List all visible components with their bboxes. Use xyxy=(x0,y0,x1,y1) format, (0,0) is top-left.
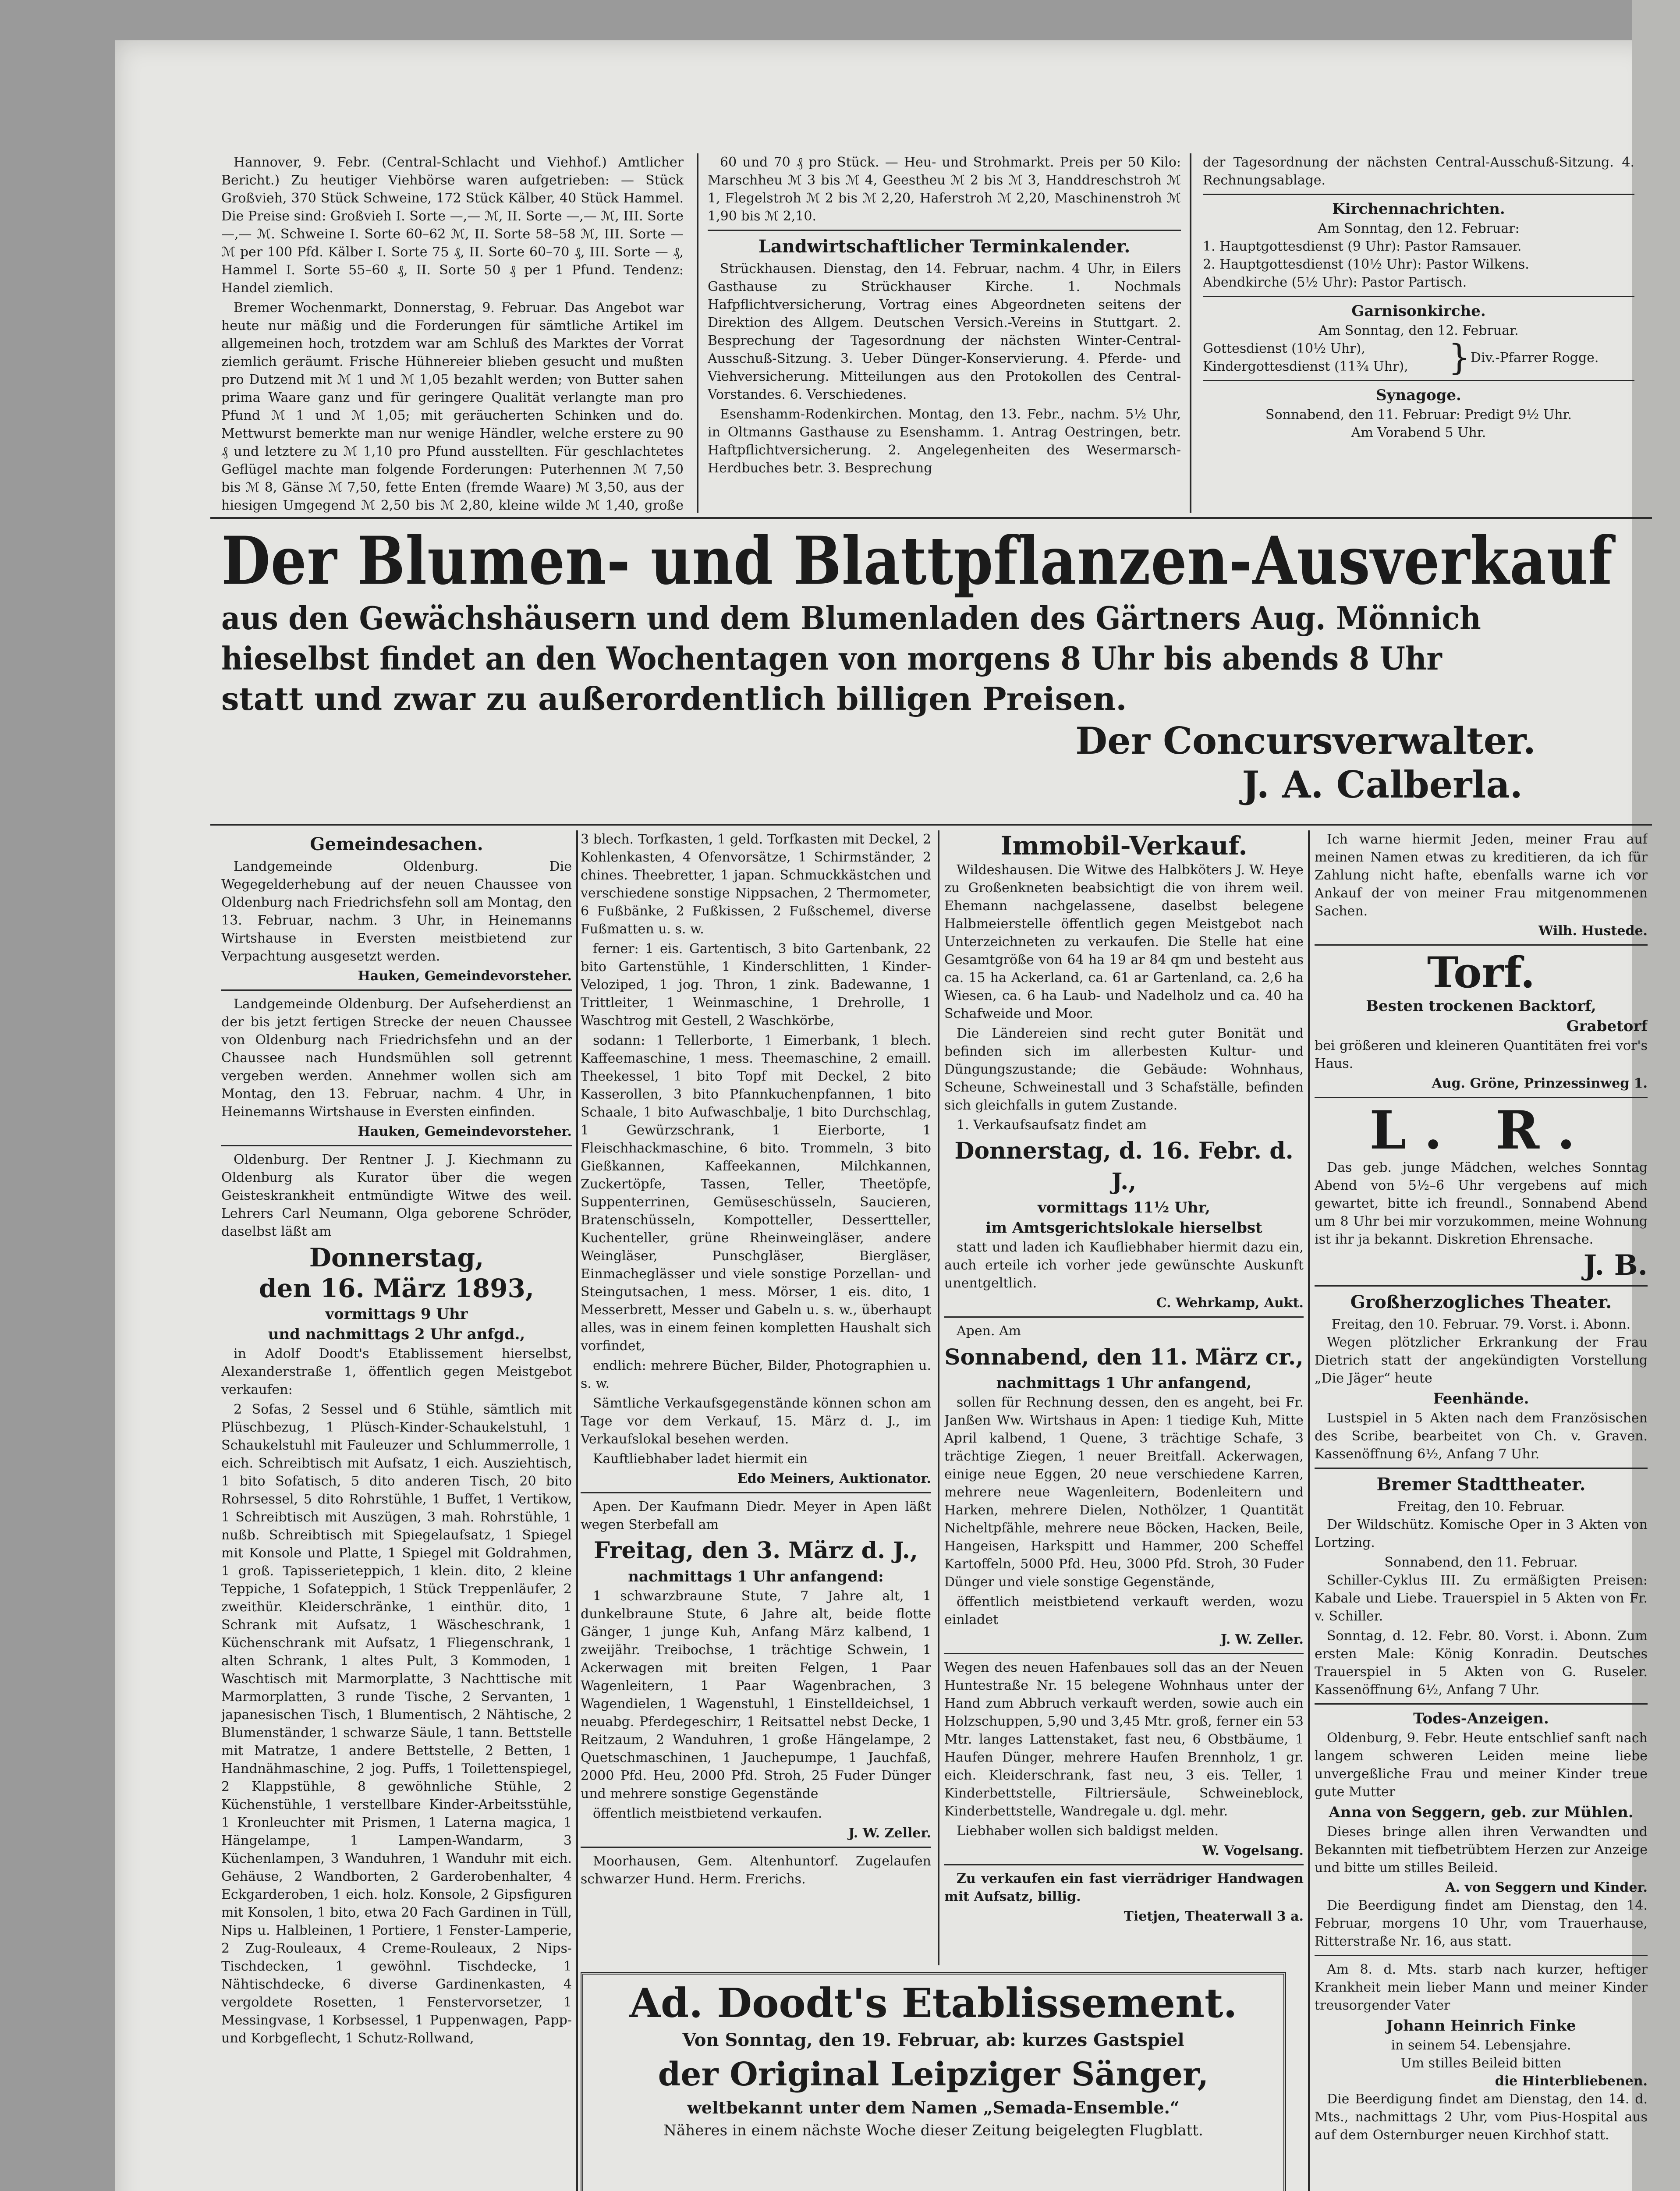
terminkalender-heading: Landwirtschaftlicher Terminkalender. xyxy=(758,236,1131,257)
kredit-warning: Ich warne hiermit Jeden, meiner Frau auf meinen Namen etwas zu kreditieren, da ich für Zahlung nicht hafte, ebenfalls warne ich vor Ankauf der von meiner Frau mitgenommenen Sachen. xyxy=(1315,832,1648,919)
theater-play: Feenhände. xyxy=(1433,1390,1529,1407)
stadttheater-play-3: Sonntag, d. 12. Febr. 80. Vorst. i. Abonn. Zum ersten Male: König Konradin. Deutsches Trauerspiel in 5 Akten von G. Ruseler. Kassenöffnung 6½, Anfang 7 Uhr. xyxy=(1315,1628,1648,1698)
torf-line-3: bei größeren und kleineren Quantitäten frei vor's Haus. xyxy=(1315,1038,1648,1071)
church-service-2: 2. Hauptgottesdienst (10½ Uhr): Pastor Wilkens. xyxy=(1203,257,1529,272)
auction-items-cont-3: sodann: 1 Tellerborte, 1 Eimerbank, 1 blech. Kaffeemaschine, 1 mess. Theemaschine, 2 emaill. Theekessel, 1 bito Topf mit Deckel, 2 bito Kasserollen, 3 bito Pfannkuchenpfannen, 1 bito Schaale, 1 bito Aufwaschbalje, 1 bito Durchschlag, 1 Gewürzschrank, 1 Eierborte, 1 Fleischhackmaschine, 6 bito. Trommeln, 3 bito Gießkannen, Kaffeekannen, Milchkannen, Zuckertöpfe, Tassen, Teller, Theetöpfe, Suppenterrinen, Gemüseschüsseln, Saucieren, Bratenschüsseln, Kompotteller, Dessertteller, Kuchenteller, grüne Rheinweingläser, andere Weingläser, Punschgläser, Biergläser, Einmacheglässer und viele sonstige Porzellan- und Steingutsachen, 1 mess. Mörser, 1 eis. dito, 1 Messerbrett, Messer und Gabeln u. s. w., überhaupt alles, was in einem feinen kompletten Haushalt sich vorfindet, xyxy=(581,1033,931,1354)
todes-2-signature: die Hinterbliebenen. xyxy=(1495,2074,1648,2089)
column-rule xyxy=(1308,830,1310,2191)
todes-2-request: Um stilles Beileid bitten xyxy=(1400,2056,1562,2071)
column-rule xyxy=(1190,153,1191,513)
garnison-service-1: Gottesdienst (10½ Uhr), xyxy=(1203,341,1365,356)
theater-change: Wegen plötzlicher Erkrankung der Frau Dietrich statt der angekündigten Vorstellung „Die Jäger“ heute xyxy=(1315,1335,1648,1386)
auction-invite: Kauftliebhaber ladet hiermit ein xyxy=(593,1451,808,1467)
bremen-report: Bremer Wochenmarkt, Donnerstag, 9. Februar. Das Angebot war heute nur mäßig und die Forderungen für sämtliche Artikel im allgemeinen hoch, trotzdem war am Schluß des Marktes der Vorrat ziemlich geräumt. Frische Hühnereier blieben gesucht und mußten pro Dutzend mit ℳ 1 und ℳ 1,05 bezahlt werden; von Butter sahen prima Waare ganz und für geringere Qualität verlangte man pro Pfund ℳ 1 und ℳ 1,05; mit geräucherten Schinken und do. Mettwurst bemerkte man nur wenige Händler, welche erstere zu 90 ₰ und letztere zu ℳ 1,10 pro Pfund ausstellten. Für geschlachtetes Geflügel machte man folgende Forderungen: Puterhennen ℳ 7,50 bis ℳ 8, Gänse ℳ 7,50, fette Enten (fremde Waare) ℳ 3,50, aus der hiesigen Umgegend ℳ 2,50 bis ℳ 2,80, kleine wilde ℳ 1,40, große xyxy=(221,300,684,513)
divider xyxy=(944,1316,1304,1318)
esenshamm-notice: Esenshamm-Rodenkirchen. Montag, den 13. Febr., nachm. 5½ Uhr, in Oltmanns Gasthause zu Esenshamm. 1. Antrag Oestringen, betr. Haftpflichtversicherung. 2. Angelegenheiten des Wesermarsch-Herdbuches betr. 3. Besprechung xyxy=(708,407,1181,476)
banner-signature-1: Der Concursverwalter. xyxy=(1075,719,1536,762)
banner-line-2: aus den Gewächshäusern und dem Blumenladen des Gärtners Aug. Mönnich xyxy=(221,599,1481,637)
auction-viewing: Sämtliche Verkaufsgegenstände können schon am Tage vor dem Verkauf, 15. März d. J., im Verkaufslokal besehen werden. xyxy=(581,1396,931,1447)
immobil-date: Donnerstag, d. 16. Febr. d. J., xyxy=(954,1138,1294,1195)
divider xyxy=(1203,296,1634,297)
divider xyxy=(1203,194,1634,195)
garnison-services xyxy=(1203,337,1634,378)
church-service-1: 1. Hauptgottesdienst (9 Uhr): Pastor Ramsauer. xyxy=(1203,239,1522,254)
auction-items-cont-2: ferner: 1 eis. Gartentisch, 3 bito Gartenbank, 22 bito Gartenstühle, 1 Kinderschlitten, 1 Kinder-Veloziped, 1 jog. Thron, 1 zink. Badewanne, 1 Trittleiter, 1 Weinmaschine, 1 Drehrolle, 1 Waschtrog mit Gestell, 2 Waschkörbe, xyxy=(581,941,931,1028)
divider xyxy=(1315,1955,1648,1956)
hafenbau-invite: Liebhaber wollen sich baldigst melden. xyxy=(957,1823,1219,1839)
stadttheater-date-2: Sonnabend, den 11. Februar. xyxy=(1384,1555,1578,1570)
column-rule xyxy=(697,153,698,513)
theater-details: Lustspiel in 5 Akten nach dem Französischen des Scribe, bearbeitet von Ch. v. Graven. Kassenöffnung 6½, Anfang 7 Uhr. xyxy=(1315,1411,1648,1462)
signature-hustede: Wilh. Hustede. xyxy=(1538,923,1648,939)
divider xyxy=(1203,380,1634,381)
divider xyxy=(1315,944,1648,946)
divider xyxy=(944,1653,1304,1654)
apen-date: Sonnabend, den 11. März cr., xyxy=(944,1344,1304,1370)
signature-wehrkamp: C. Wehrkamp, Aukt. xyxy=(1156,1295,1304,1311)
garnison-service-2: Kindergottesdienst (11¾ Uhr), xyxy=(1203,359,1408,374)
todes-1-text: Dieses bringe allen ihren Verwandten und Bekannten mit tiefbetrübtem Herzen zur Anzeige und bitte um stilles Beileid. xyxy=(1315,1824,1648,1875)
todes-2-funeral: Die Beerdigung findet am Dienstag, den 14. d. Mts., nachmittags 2 Uhr, vom Pius-Hospital aus auf dem Osternburger neuen Kirchhof statt. xyxy=(1315,2092,1648,2143)
divider xyxy=(1315,1468,1648,1469)
banner-title: Der Blumen- und Blattpflanzen-Ausverkauf xyxy=(221,524,1613,599)
signature-meiners: Edo Meiners, Auktionator. xyxy=(737,1471,931,1486)
garnisonkirche-heading: Garnisonkirche. xyxy=(1351,302,1486,320)
strueckhausen-notice: Strückhausen. Dienstag, den 14. Februar, nachm. 4 Uhr, in Eilers Gasthause zu Strückhauser Kirche. 1. Nochmals Hafpflichtversicherung, Vortrag eines Abgeordneten seitens der Direktion des Allgem. Deutschen Versich.-Vereins in Stuttgart. 2. Besprechung der Tagesordnung der nächsten Winter-Central-Ausschuß-Sitzung. 3. Ueber Dünger-Konservierung. 4. Pferde- und Viehversicherung. Mitteilungen aus den Protokollen des Central-Vorstandes. 6. Verschiedenes. xyxy=(708,261,1181,402)
wegegeld-notice: Landgemeinde Oldenburg. Die Wegegelderhebung auf der neuen Chaussee von Oldenburg nach Friedrichsfehn soll am Montag, den 13. Februar, nachm. 3 Uhr, in Heinemanns Wirtshause in Eversten meistbietend zur Verpachtung ausgesetzt werden. xyxy=(221,859,572,964)
immobil-column xyxy=(944,830,1304,1965)
brace: } xyxy=(1448,337,1471,378)
auction-time-2: und nachmittags 2 Uhr anfgd., xyxy=(268,1326,525,1343)
apen-invite: öffentlich meistbietend verkauft werden, wozu einladet xyxy=(944,1594,1304,1627)
apen-intro: Apen. Am xyxy=(957,1323,1021,1339)
auction-items: 2 Sofas, 2 Sessel und 6 Stühle, sämtlich mit Plüschbezug, 1 Plüsch-Kinder-Schaukelstuhl, 1 Schaukelstuhl mit Fauleuzer und Schlummerrolle, 1 eich. Schreibtisch mit Aufsatz, 1 eich. Ausziehtisch, 1 bito Sofatisch, 5 dito anderen Tisch, 20 bito Rohrsessel, 5 dito Rohrstühle, 1 Buffet, 1 Vertikow, 1 Schreibtisch mit Auszügen, 3 mah. Rohrstühle, 1 nußb. Schreibtisch mit Spiegelaufsatz, 1 Spiegel mit Konsole und Platte, 1 Spiegel mit Goldrahmen, 1 groß. Tapisserieteppich, 1 klein. dito, 2 kleine Teppiche, 1 Sofateppich, 1 Stück Treppenläufer, 2 zweithür. Kleiderschränke, 1 einthür. dito, 1 Schrank mit Aufsatz, 1 Wäscheschrank, 1 Küchenschrank mit Aufsatz, 1 Fliegenschrank, 1 alten Schrank, 1 altes Pult, 3 Kommoden, 1 Waschtisch mit Marmorplatte, 3 Nachttische mit Marmorplatten, 3 runde Tische, 2 Servanten, 1 japanesischen Tisch, 1 Blumentisch, 2 Nähtische, 2 Blumenständer, 1 schwarze Säule, 1 tann. Bettstelle mit Matratze, 1 andere Bettstelle, 2 Betten, 1 Handnähmaschine, 2 jog. Puffs, 1 Toilettenspiegel, 2 Klappstühle, 8 gewöhnliche Stühle, 2 Küchenstühle, 1 verstellbare Kinder-Arbeitsstühle, 1 Kronleuchter mit Prismen, 1 Laterna magica, 1 Hängelampe, 1 Lampen-Wandarm, 3 Küchenlampen, 3 Wanduhren, 1 Wanduhr mit eich. Gehäuse, 2 Wandborten, 2 Garderobenhalter, 4 Eckgarderoben, 1 eich. holz. Konsole, 2 Gipsfiguren mit Konsolen, 1 bito, etwa 20 Fach Gardinen in Tüll, Nips u. Halbleinen, 1 Portiere, 1 Fenster-Lamperie, 2 Zug-Rouleaux, 4 Creme-Rouleaux, 2 Nips-Tischdecken, 1 gewöhnl. Tischdecke, 1 Nähtischdecke, 6 diverse Gardinenkasten, 4 vergoldete Rosetten, 1 Fenstervorsetzer, 1 Messingvase, 1 Korbsessel, 1 Puppenwagen, Papp- und Korbgeflecht, 1 Schutz-Rollwand, xyxy=(221,1402,572,2046)
divider xyxy=(708,230,1181,231)
stadttheater-date-1: Freitag, den 10. Februar. xyxy=(1397,1499,1565,1514)
immobil-place: im Amtsgerichtslokale hierselbst xyxy=(985,1219,1262,1237)
auction-date: den 16. März 1893, xyxy=(259,1273,534,1303)
personal-ad-text: Das geb. junge Mädchen, welches Sonntag Abend von 5½–6 Uhr vergebens auf mich gewartet, bitte ich freundl., Sonnabend Abend um 8 Uhr bei mir vorzukommen, meine Wohnung ist ihr ja bekannt. Diskretion Ehrensache. xyxy=(1315,1160,1648,1247)
immobil-time: vormittags 11½ Uhr, xyxy=(1038,1199,1210,1216)
apen-time: nachmittags 1 Uhr anfangend, xyxy=(996,1374,1252,1392)
synagoge-heading: Synagoge. xyxy=(1376,386,1461,404)
church-service-3: Abendkirche (5½ Uhr): Pastor Partisch. xyxy=(1203,275,1467,290)
torf-line-2: Grabetorf xyxy=(1566,1018,1648,1035)
divider xyxy=(1315,1285,1648,1287)
banner-line-4: statt und zwar zu außerordentlich billigen Preisen. xyxy=(221,680,1127,717)
torf-line-1: Besten trockenen Backtorf, xyxy=(1366,997,1596,1015)
wildeshausen-notice: Wildeshausen. Die Witwe des Halbköters J. W. Heye zu Großenkneten beabsichtigt die von ihrem weil. Ehemann nachgelassene, daselbst belegene Halbmeierstelle öffentlich gegen Meistgebot nach Unterzeichneten zu verkaufen. Die Stelle hat eine Gesamtgröße von 64 ha 19 ar 84 qm und besteht aus ca. 15 ha Ackerland, ca. 61 ar Gartenland, ca. 2,6 ha Wiesen, ca. 6 ha Laub- und Nadelholz und ca. 40 ha Schafweide und Moor. xyxy=(944,862,1304,1021)
personal-ad-heading: L. R. xyxy=(1369,1099,1593,1161)
section-rule xyxy=(210,824,1652,826)
doodt-line-1: Von Sonntag, den 19. Februar, ab: kurzes Gastspiel xyxy=(682,2030,1184,2050)
auction-day: Donnerstag, xyxy=(309,1243,484,1273)
divider xyxy=(221,989,572,991)
signature-zeller: J. W. Zeller. xyxy=(1220,1632,1304,1647)
theater-date: Freitag, den 10. Februar. 79. Vorst. i. Abonn. xyxy=(1331,1317,1631,1332)
todes-1-funeral: Die Beerdigung findet am Dienstag, den 14. Februar, morgens 10 Uhr, vom Trauerhause, Ritterstraße Nr. 16, aus statt. xyxy=(1315,1898,1648,1949)
market-and-calendar xyxy=(708,153,1181,513)
todes-1-signature: A. von Seggern und Kinder. xyxy=(1445,1880,1648,1895)
gemeindesachen-column xyxy=(221,830,572,2191)
signature-hauken: Hauken, Gemeindevorsteher. xyxy=(358,968,572,984)
hannover-report: Hannover, 9. Febr. (Central-Schlacht und Viehhof.) Amtlicher Bericht.) Zu heutiger Viehbörse waren aufgetrieben: — Stück Großvieh, 370 Stück Schweine, 172 Stück Kälber, 40 Stück Hammel. Die Preise sind: Großvieh I. Sorte —,— ℳ, II. Sorte —,— ℳ, III. Sorte —,— ℳ. Schweine I. Sorte 60–62 ℳ, II. Sorte 58–58 ℳ, III. Sorte — ℳ per 100 Pfd. Kälber I. Sorte 75 ₰, II. Sorte 60–70 ₰, III. Sorte — ₰, Hammel I. Sorte 55–60 ₰, II. Sorte 50 ₰ per 1 Pfund. Tendenz: Handel ziemlich. xyxy=(221,155,684,296)
synagoge-line-2: Am Vorabend 5 Uhr. xyxy=(1351,425,1486,440)
banner-line-3: hieselbst findet an den Wochentagen von morgens 8 Uhr bis abends 8 Uhr xyxy=(221,640,1442,677)
gemeindesachen-heading: Gemeindesachen. xyxy=(310,834,483,854)
signature-jb: J. B. xyxy=(1583,1249,1648,1282)
auction-time-1: vormittags 9 Uhr xyxy=(325,1305,468,1323)
meyer-items: 1 schwarzbraune Stute, 7 Jahre alt, 1 dunkelbraune Stute, 6 Jahre alt, beide flotte Gänger, 1 junge Kuh, Anfang März kalbend, 1 zweijähr. Treibochse, 1 trächtige Schwein, 1 Ackerwagen mit breiten Felgen, 1 Paar Wagenleitern, 1 Paar Wagenbrachen, 3 Wagendielen, 1 Wagenstuhl, 1 Einstelldeichsel, 1 neuabg. Pferdegeschirr, 1 Reitsattel nebst Decke, 1 Reitzaum, 2 Wanduhren, 1 große Hängelampe, 2 Quetschmaschinen, 1 Jauchepumpe, 1 Jauchfaß, 2000 Pfd. Heu, 2000 Pfd. Stroh, 25 Fuder Dünger und mehrere sonstige Gegenstände xyxy=(581,1588,931,1801)
doodt-title: Ad. Doodt's Etablissement. xyxy=(629,1979,1237,2027)
synagoge-line-1: Sonnabend, den 11. Februar: Predigt 9½ Uhr. xyxy=(1265,407,1572,422)
signature-zeller: J. W. Zeller. xyxy=(848,1826,931,1841)
divider xyxy=(944,1864,1304,1865)
verkaufsaufsatz: 1. Verkaufsaufsatz findet am xyxy=(957,1117,1147,1133)
kirchennachrichten-heading: Kirchennachrichten. xyxy=(1332,200,1505,218)
auction-column-2 xyxy=(581,830,931,1965)
divider xyxy=(1315,1703,1648,1705)
section-rule xyxy=(210,517,1652,519)
auction-location: in Adolf Doodt's Etablissement hierselbst, Alexanderstraße 1, öffentlich gegen Meistgebot verkaufen: xyxy=(221,1346,572,1397)
apen-meyer-intro: Apen. Der Kaufmann Diedr. Meyer in Apen läßt wegen Sterbefall am xyxy=(581,1499,931,1532)
meyer-sale: öffentlich meistbietend verkaufen. xyxy=(593,1806,822,1821)
todes-2-age: in seinem 54. Lebensjahre. xyxy=(1391,2038,1571,2053)
doodt-advertisement xyxy=(581,1972,1286,2191)
todes-1-name: Anna von Seggern, geb. zur Mühlen. xyxy=(1329,1804,1634,1821)
banner-signature-2: J. A. Calberla. xyxy=(1242,763,1523,806)
torf-heading: Torf. xyxy=(1427,948,1535,997)
auction-items-cont-4: endlich: mehrere Bücher, Bilder, Photographien u. s. w. xyxy=(581,1358,931,1391)
heu-stroh-markt: 60 und 70 ₰ pro Stück. — Heu- und Strohmarkt. Preis per 50 Kilo: Marschheu ℳ 3 bis ℳ 4, Geestheu ℳ 2 bis ℳ 3, Handdreschstroh ℳ 1, Flegelstroh ℳ 2 bis ℳ 2,20, Haferstroh ℳ 2,20, Maschinenstroh ℳ 1,90 bis ℳ 2,10. xyxy=(708,155,1181,224)
apen-items: sollen für Rechnung dessen, den es angeht, bei Fr. Janßen Ww. Wirtshaus in Apen: 1 tiedige Kuh, Mitte April kalbend, 1 Quene, 3 trächtige Schafe, 3 trächtige Ziegen, 1 neuer Breitfall. Ackerwagen, einige neue Eggen, 20 neue verschiedene Karren, mehrere neue Wagenleitern, Bodenleitern und Harken, mehrere Dielen, Nothölzer, 1 Quantität Nicheltpfähle, mehrere neue Böcken, Hacken, Beile, Hangeisen, Harkspitt und Hammer, 200 Scheffel Kartoffeln, 5000 Pfd. Heu, 3000 Pfd. Stroh, 30 Fuder Dünger und viele sonstige Gegenstände, xyxy=(944,1395,1304,1590)
immobil-heading: Immobil-Verkauf. xyxy=(1000,831,1248,861)
doodt-line-4: Näheres in einem nächste Woche dieser Zeitung beigelegten Flugblatt. xyxy=(663,2122,1203,2139)
market-report xyxy=(221,153,684,513)
meyer-time: nachmittags 1 Uhr anfangend: xyxy=(628,1568,884,1585)
todes-heading: Todes-Anzeigen. xyxy=(1413,1710,1549,1727)
immobil-invite: statt und laden ich Kaufliebhaber hiermit dazu ein, auch erteile ich vorher jede gewünschte Auskunft unentgeltlich. xyxy=(944,1240,1304,1291)
garnison-pastor: Div.-Pfarrer Rogge. xyxy=(1470,350,1599,365)
signature-groene: Aug. Gröne, Prinzessinweg 1. xyxy=(1432,1076,1648,1091)
church-news xyxy=(1203,153,1634,513)
ausverkauf-banner xyxy=(221,524,1650,830)
church-date: Am Sonntag, den 12. Februar: xyxy=(1318,221,1520,236)
garnison-date: Am Sonntag, den 12. Februar. xyxy=(1318,323,1519,338)
auction-items-cont-1: 3 blech. Torfkasten, 1 geld. Torfkasten mit Deckel, 2 Kohlenkasten, 4 Ofenvorsätze, 1 Schirmständer, 2 chines. Theebretter, 1 japan. Schmuckkästchen und verschiedene sonstige Nippsachen, 2 Thermometer, 6 Fußbänke, 2 Fußkissen, 2 Fußschemel, diverse Fußmatten u. s. w. xyxy=(581,832,931,937)
doodt-line-3: weltbekannt unter dem Namen „Semada-Ensemble.“ xyxy=(687,2098,1180,2117)
divider xyxy=(1315,1097,1648,1098)
hafenbau-notice: Wegen des neuen Hafenbaues soll das an der Neuen Huntestraße Nr. 15 belegene Wohnhaus unter der Hand zum Abbruch verkauft werden, sowie auch ein Holzschuppen, 5,90 und 3,45 Mtr. groß, ferner ein 53 Mtr. langes Lattenstaket, fast neu, 6 Obstbäume, 1 Haufen Dünger, mehrere Haufen Brennholz, 1 gr. eich. Kleiderschrank, fast neu, 3 eis. Teller, 1 Kinderbettstelle, Filtriersäule, Schweineblock, Kinderbettstelle, Wandregale u. dgl. mehr. xyxy=(944,1660,1304,1819)
laendereien-notice: Die Ländereien sind recht guter Bonität und befinden sich im allerbesten Kultur- und Düngungszustande; die Gebäude: Wohnhaus, Scheune, Schweinestall und 3 Schafställe, befinden sich gleichfalls in gutem Zustande. xyxy=(944,1026,1304,1113)
column-rule xyxy=(576,830,578,2191)
theater-heading: Großherzogliches Theater. xyxy=(1350,1292,1612,1312)
signature-hauken: Hauken, Gemeindevorsteher. xyxy=(358,1124,572,1139)
notices-column xyxy=(1315,830,1648,2191)
signature-tietjen: Tietjen, Theaterwall 3 a. xyxy=(1124,1909,1304,1924)
aufseher-notice: Landgemeinde Oldenburg. Der Aufseherdienst an der bis jetzt fertigen Strecke der neuen Chaussee von Oldenburg nach Friedrichsfehn und an der Chaussee nach Hundsmühlen soll getrennt vergeben werden. Annehmer wollen sich am Montag, den 13. Februar, nachm. 4 Uhr, in Heinemanns Wirtshause in Eversten einfinden. xyxy=(221,996,572,1120)
stadttheater-play-1: Der Wildschütz. Komische Oper in 3 Akten von Lortzing. xyxy=(1315,1517,1648,1550)
divider xyxy=(221,1145,572,1146)
todes-2-intro: Am 8. d. Mts. starb nach kurzer, heftiger Krankheit mein lieber Mann und meiner Kinder treusorgender Vater xyxy=(1315,1962,1648,2013)
doodt-line-2: der Original Leipziger Sänger, xyxy=(658,2056,1209,2093)
meyer-date: Freitag, den 3. März d. J., xyxy=(594,1537,918,1564)
divider xyxy=(581,1847,931,1848)
moorhausen-dog: Moorhausen, Gem. Altenhuntorf. Zugelaufen schwarzer Hund. Herm. Frerichs. xyxy=(581,1854,931,1887)
handwagen-ad: Zu verkaufen ein fast vierrädriger Handwagen mit Aufsatz, billig. xyxy=(944,1871,1304,1904)
todes-2-name: Johann Heinrich Finke xyxy=(1386,2017,1576,2035)
column-rule xyxy=(938,830,939,1965)
todes-1-intro: Oldenburg, 9. Febr. Heute entschlief sanft nach langem schweren Leiden meine liebe unvergeßliche Frau und meiner Kinder treue gute Mutter xyxy=(1315,1730,1648,1800)
stadttheater-play-2: Schiller-Cyklus III. Zu ermäßigten Preisen: Kabale und Liebe. Trauerspiel in 5 Akten von Fr. v. Schiller. xyxy=(1315,1573,1648,1624)
agenda-continued: der Tagesordnung der nächsten Central-Ausschuß-Sitzung. 4. Rechnungsablage. xyxy=(1203,155,1634,188)
signature-vogelsang: W. Vogelsang. xyxy=(1202,1843,1304,1858)
auction-intro: Oldenburg. Der Rentner J. J. Kiechmann zu Oldenburg als Kurator über die wegen Geisteskrankheit entmündigte Witwe des weil. Lehrers Carl Neumann, Olga geborene Schröder, daselbst läßt am xyxy=(221,1152,572,1239)
stadttheater-heading: Bremer Stadttheater. xyxy=(1376,1474,1586,1495)
divider xyxy=(581,1492,931,1493)
